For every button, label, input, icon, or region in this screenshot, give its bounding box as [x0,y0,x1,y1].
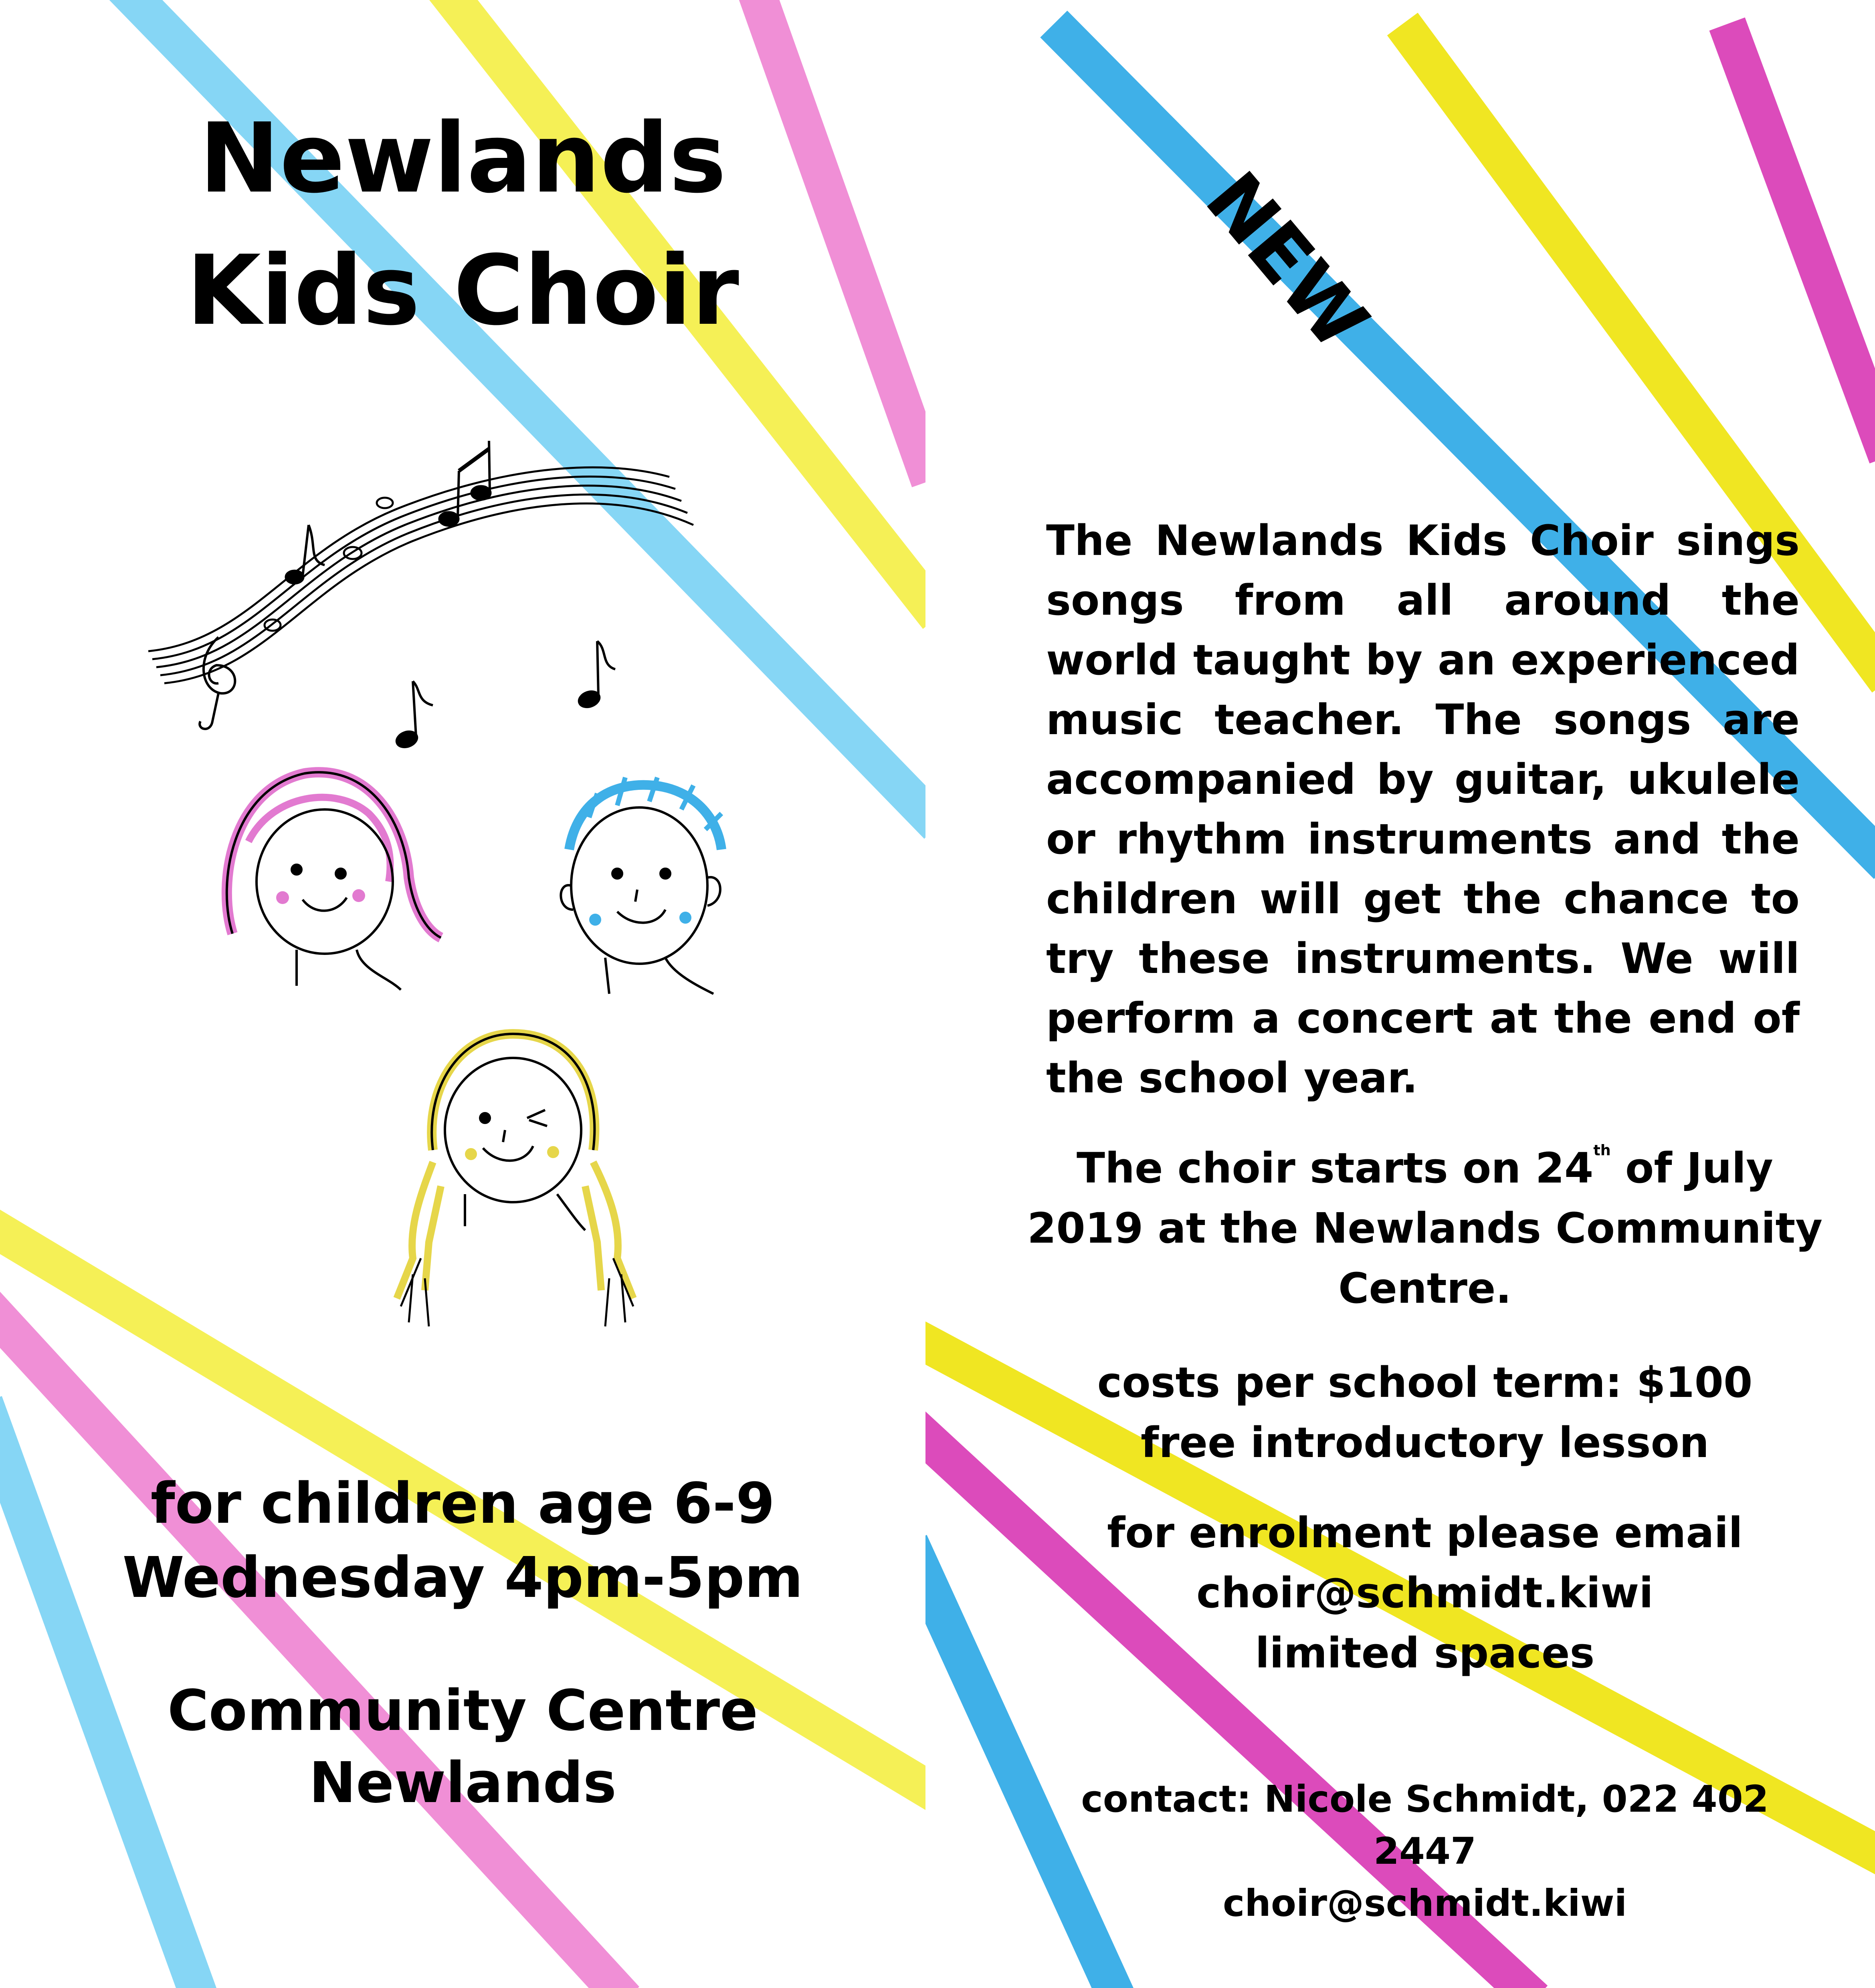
boy-face-icon [553,769,737,1026]
title-line: Newlands [199,102,727,214]
winking-girl-face-icon [385,1018,673,1362]
audience-info [0,1467,925,1615]
left-panel [0,0,925,1988]
stripe [1727,24,1875,457]
contact-email: choir@schmidt.kiwi [1222,1882,1627,1925]
choir-title [0,92,925,357]
new-badge: NEW [1188,155,1385,366]
enrolment-line: for enrolment please email [1107,1508,1743,1557]
start-date-info [1026,1138,1824,1318]
venue-info [0,1675,925,1819]
cost-info [1026,1352,1824,1473]
venue-line: Newlands [309,1750,617,1816]
schedule-line: Wednesday 4pm-5pm [122,1545,803,1611]
contact-line: contact: Nicole Schmidt, 022 402 2447 [1081,1778,1769,1873]
limited-spaces-line: limited spaces [1255,1629,1595,1677]
start-text: The choir starts on 24 [1077,1144,1594,1193]
contact-info [1026,1773,1824,1929]
title-line: Kids Choir [186,234,739,347]
venue-line: Community Centre [167,1678,758,1744]
enrolment-email: choir@schmidt.kiwi [1196,1568,1653,1617]
start-text-rest: of July 2019 at the Newlands Community Centre. [1027,1144,1823,1313]
choir-description: The Newlands Kids Choir sings songs from all around the world taught by an experienced music teacher. The songs are accompanied by guitar, ukulele or rhythm instruments and the children will get the chance to try these instruments. We will perform a concert at the end of the school year. [1046,516,1800,1102]
music-note-icon [385,673,441,753]
cost-line: costs per school term: $100 [1097,1358,1753,1407]
enrolment-info [1026,1503,1824,1683]
girl-face-icon [200,761,465,1010]
music-note-icon [569,633,625,713]
audience-line: for children age 6-9 [150,1471,775,1536]
free-lesson-line: free introductory lesson [1140,1418,1709,1467]
ordinal-suffix: th [1593,1141,1611,1159]
